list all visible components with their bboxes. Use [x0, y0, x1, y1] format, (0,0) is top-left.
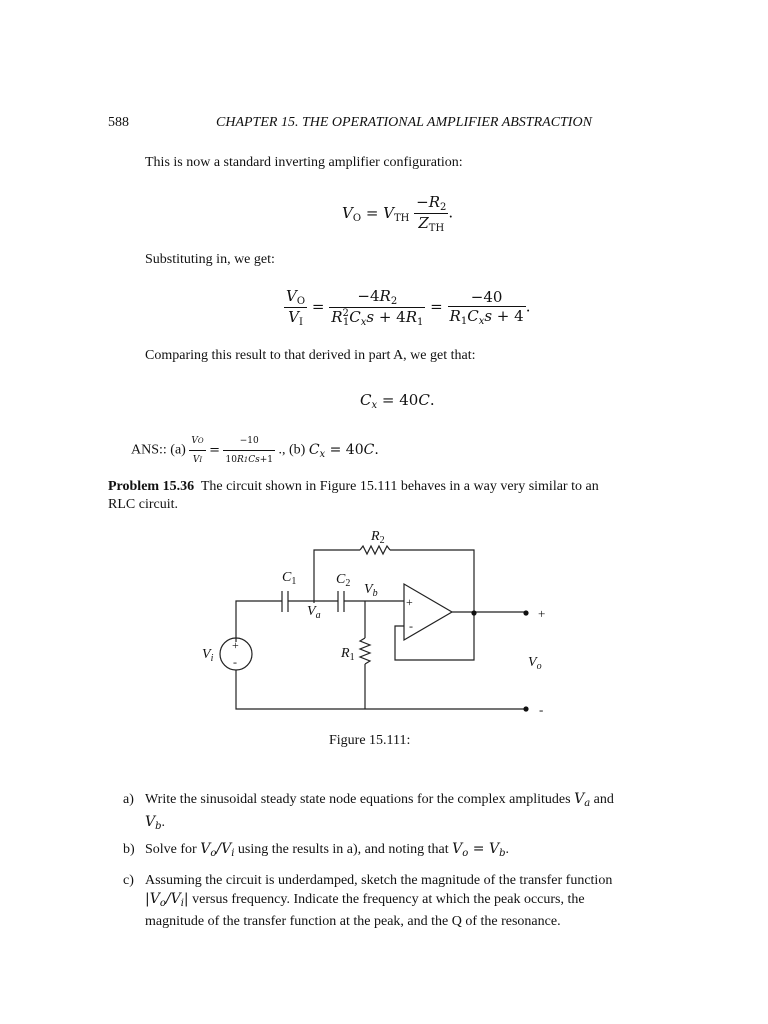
resistor-r1 — [360, 638, 370, 664]
label-output-minus: - — [539, 702, 544, 717]
item-b-marker: b) — [123, 842, 135, 857]
label-opamp-plus: + — [406, 595, 413, 609]
item-b-text-b: using the results in a), and noting that — [237, 842, 449, 857]
equation-substituted: $\frac{V_O}{V_I}$ = $\frac{-4R_2}{R^2_1C_xs + 4R_1}$ = $\frac{-40}{R_1C_xs + 4}$ . — [286, 287, 531, 328]
label-va: $V_a$ — [307, 604, 321, 621]
item-a-text-end: and — [593, 792, 614, 807]
label-c1: $C_1$ — [282, 570, 297, 587]
label-r2: $R_2$ — [371, 529, 385, 546]
item-b-text-a: Solve for — [145, 842, 197, 857]
wire-ground — [236, 670, 526, 709]
problem-statement — [108, 478, 648, 496]
answer-prefix: ANS:: (a) — [131, 442, 186, 458]
answer-line: ANS:: (a) $\frac{VO}{VI}$ = $\frac{-10}{10R1Cs+1}$ ., (b) $C_x = 40C$. — [131, 432, 379, 469]
item-c-line3: magnitude of the transfer function at the peak, and the Q of the resonance. — [145, 914, 561, 929]
list-item-b: b) Solve for $V_o/V_i$ using the results in a), and noting that $V_o = V_b$. — [123, 841, 509, 859]
label-vb: $V_b$ — [364, 582, 378, 599]
problem-text-line2: RLC circuit. — [108, 497, 178, 512]
wire-feedback-right — [390, 550, 474, 613]
list-item-c: c) Assuming the circuit is underdamped, sketch the magnitude of the transfer function $|V_o/V_i|$ versus frequency. Indicate the frequency at which the peak occurs, the magnitude of the transfer function at the peak, and the Q of the resonance. — [123, 873, 613, 929]
comparing-text: Comparing this result to that derived in part A, we get that: — [145, 348, 476, 363]
equation-cx: $C_x = 40C$. — [360, 391, 435, 411]
label-c2: $C_2$ — [336, 572, 351, 589]
page-number: 588 — [108, 115, 129, 130]
item-c-marker: c) — [123, 873, 134, 888]
substituting-text: Substituting in, we get: — [145, 252, 275, 267]
label-source-plus: + — [232, 638, 239, 652]
figure-caption: Figure 15.111: — [329, 733, 411, 748]
item-a-marker: a) — [123, 792, 134, 807]
intro-text: This is now a standard inverting amplifier configuration: — [145, 155, 463, 170]
problem-label: Problem 15.36 — [108, 479, 195, 494]
item-c-line2: versus frequency. Indicate the frequency at which the peak occurs, the — [192, 892, 585, 907]
answer-mid: ., (b) — [278, 442, 306, 458]
item-c-line1: Assuming the circuit is underdamped, sketch the magnitude of the transfer function — [145, 873, 613, 888]
problem-text-line1: The circuit shown in Figure 15.111 behaves in a way very similar to an — [200, 479, 599, 494]
label-vo: $V_o$ — [528, 655, 542, 672]
circuit-diagram — [190, 522, 570, 727]
resistor-r2 — [360, 546, 390, 554]
item-a-text: Write the sinusoidal steady state node equations for the complex amplitudes — [145, 792, 571, 807]
wire-source-top — [236, 601, 282, 642]
wire-output-to-minus — [395, 612, 474, 660]
label-source-minus: - — [233, 655, 237, 669]
label-r1: $R_1$ — [341, 646, 355, 663]
equation-inverting: $V_O = V_{TH}$ $\frac{-R_2}{Z_{TH}}$ . — [342, 193, 454, 234]
terminal-output-plus — [523, 610, 528, 615]
label-opamp-minus: - — [409, 619, 413, 633]
list-item-a: a) Write the sinusoidal steady state node equations for the complex amplitudes $V_a$ and $V_b$. — [123, 791, 614, 832]
label-output-plus: + — [538, 606, 546, 621]
running-title: CHAPTER 15. THE OPERATIONAL AMPLIFIER ABSTRACTION — [216, 115, 592, 130]
terminal-output-minus — [523, 706, 528, 711]
label-vi: $V_i$ — [202, 647, 214, 664]
node-dot-output — [471, 610, 476, 615]
